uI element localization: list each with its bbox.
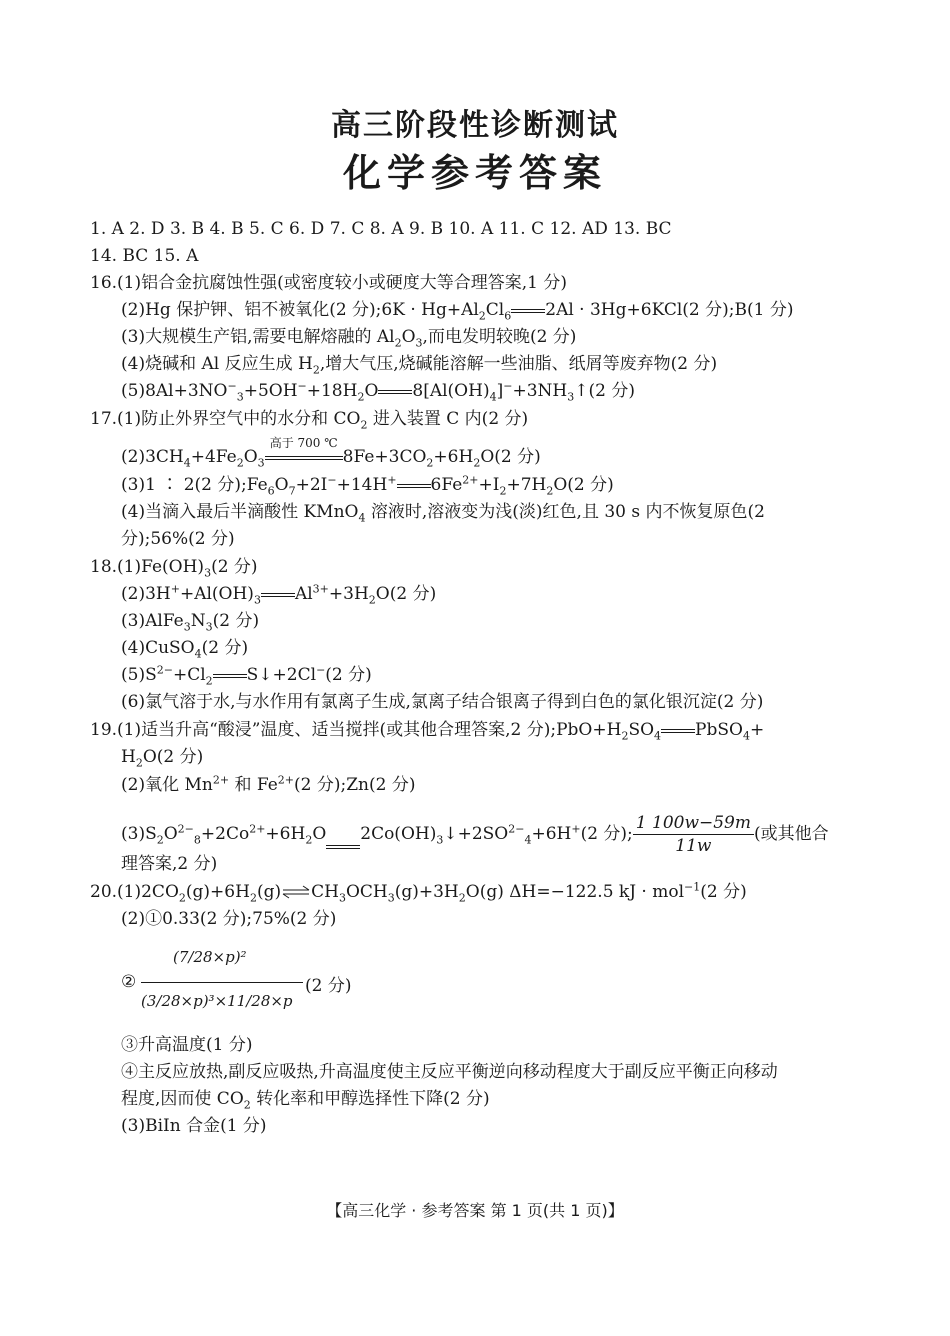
q20-line-4: ④主反应放热,副反应吸热,升高温度使主反应平衡逆向移动程度大于副反应平衡正向移动 xyxy=(121,1062,778,1082)
q20-line-2: (2)①0.33(2 分);75%(2 分) xyxy=(121,909,337,929)
q16-line-3: (3)大规模生产铝,需要电解熔融的 $Al_2O_3$,而电发明较晚(2 分) xyxy=(121,327,577,350)
doc-subtitle: 化学参考答案 xyxy=(342,151,607,195)
q20-line-5: 程度,因而使 $CO_2$ 转化率和甲醇选择性下降(2 分) xyxy=(121,1089,490,1112)
q19-line-3: (2)氧化 $Mn^{2+}$ 和 $Fe^{2+}(2$ 分);Zn(2 分) xyxy=(121,773,416,795)
equals-sign xyxy=(378,380,412,402)
q16-line-4: (4)烧碱和 Al 反应生成 $H_2$,增大气压,烧碱能溶解一些油脂、纸屑等废弃物(2 分) xyxy=(121,354,718,377)
q16-line-5: $(5)8Al+3NO^-_3+5OH^-+18H_2O$ $8[Al(OH)_4]^-+3NH_3↑(2$ 分) xyxy=(121,379,635,404)
kp-numerator: (7/28×p)² xyxy=(173,948,247,966)
q19-line-1: 19.(1)适当升高“酸浸”温度、适当搅拌(或其他合理答案,2 分)$;PbO+H_2SO_4$ PbSO$_4$+ xyxy=(90,720,765,743)
equals-sign xyxy=(213,664,247,686)
q18-line-6: (6)氯气溶于水,与水作用有氯离子生成,氯离子结合银离子得到白色的氯化银沉淀(2 分) xyxy=(121,692,764,712)
q17-line-1: 17.(1)防止外界空气中的水分和 $CO_2$ 进入装置 C 内(2 分) xyxy=(90,409,529,432)
q18-line-2: $(2)3H^++Al(OH)_3$ $Al^{3+}+3H_2O(2$ 分) xyxy=(121,582,437,607)
q20-line-3: ③升高温度(1 分) xyxy=(121,1035,253,1055)
reversible-arrow-icon xyxy=(281,881,311,903)
equals-sign xyxy=(397,474,431,496)
choice-answers-row-2: 14. BC 15. A xyxy=(90,246,199,266)
q16-line-1: 16.(1)铝合金抗腐蚀性强(或密度较小或硬度大等合理答案,1 分) xyxy=(90,273,568,293)
q18-line-4: (4)CuSO$_4$(2 分) xyxy=(121,638,249,661)
kp-denominator: (3/28×p)³×11/28×p xyxy=(141,992,293,1010)
equals-sign xyxy=(261,583,295,605)
page-footer: 【高三化学 · 参考答案 第 1 页(共 1 页)】 xyxy=(326,1201,624,1220)
q17-line-3: (3)1 ∶ 2(2 分)$;Fe_6O_7+2I^-+14H^+$ $6Fe^{2+}+I_2+7H_2O(2$ 分) xyxy=(121,473,614,498)
q17-line-4: (4)当滴入最后半滴酸性 KMnO$_4$ 溶液时,溶液变为浅(淡)红色,且 30 s 内不恢复原色(2 xyxy=(121,502,765,525)
kp-mark: ② xyxy=(121,972,137,992)
yield-fraction: $\frac{1 100w-59m}{11w}$ xyxy=(633,812,754,857)
equals-sign xyxy=(661,719,695,741)
doc-title: 高三阶段性诊断测试 xyxy=(331,108,619,143)
choice-answers-row-1: 1. A 2. D 3. B 4. B 5. C 6. D 7. C 8. A 9. B 10. A 11. C 12. AD 13. BC xyxy=(90,219,672,239)
equals-sign xyxy=(511,299,545,321)
q16-line-2: (2)Hg 保护钾、铝不被氧化(2 分);6K · $Hg+Al_2Cl_6$ 2Al · 3Hg+6KCl(2 分);B(1 分) xyxy=(121,300,794,323)
equals-sign xyxy=(326,835,360,857)
kp-expression xyxy=(121,944,352,1024)
q18-line-1: $18.(1)Fe(OH)_3(2$ 分) xyxy=(90,557,258,580)
q19-line-2: $H_2O(2$ 分) xyxy=(121,747,204,770)
q20-line-1: $20.(1)2CO_2(g)+6H_2(g)$ $CH_3OCH_3(g)+3H_2O(g)$ ΔH=−122.5 kJ · mol$^{-1}$(2 分) xyxy=(90,880,747,905)
q18-line-3: $(3)AlFe_3N_3(2$ 分) xyxy=(121,611,260,634)
q19-line-5: 理答案,2 分) xyxy=(121,854,218,874)
q17-line-5: 分);56%(2 分) xyxy=(121,529,235,549)
q18-line-5: $(5)S^{2-}+Cl_2$ S↓+2Cl−(2 分) xyxy=(121,663,372,688)
q17-line-2: $(2)3CH_4+4Fe_2O_3$ 高于 700 ℃ $8Fe+3CO_2+6H_2O(2$ 分) xyxy=(121,436,541,470)
kp-score: (2 分) xyxy=(305,976,352,996)
reaction-condition: 高于 700 ℃ xyxy=(265,446,343,468)
q20-line-6: (3)BiIn 合金(1 分) xyxy=(121,1116,267,1136)
q19-line-4: $(3)S_2O^{2-}_8+2Co^{2+}+6H_2O$ $2Co(OH)_3↓+2SO^{2-}_4+6H^+(2$ 分); $\frac{1 100w-59m}{11w}$ (或其他合 xyxy=(121,813,829,856)
